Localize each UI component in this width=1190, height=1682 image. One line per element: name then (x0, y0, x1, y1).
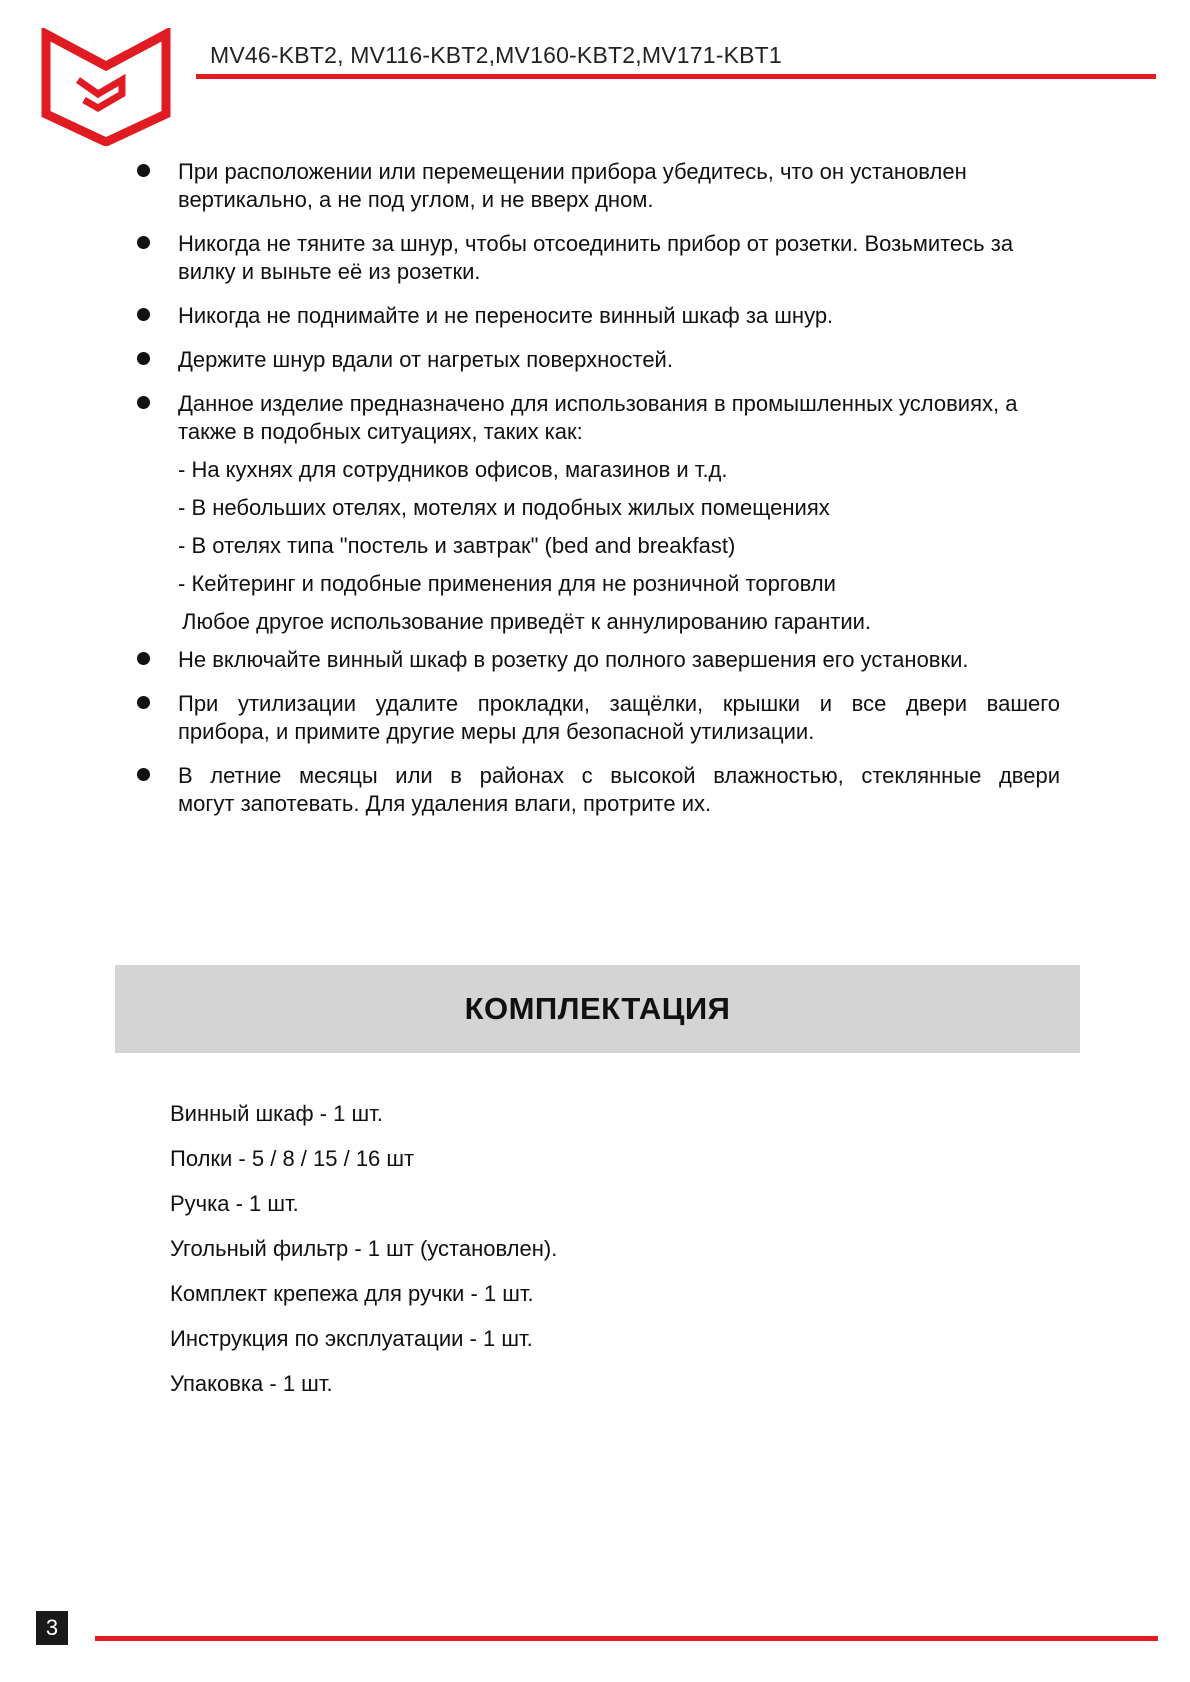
list-item: Не включайте винный шкаф в розетку до полного завершения его установки. (130, 646, 1060, 674)
bullet-icon (137, 352, 150, 365)
safety-instructions-list (130, 158, 1060, 834)
package-contents-list (170, 1100, 557, 1415)
list-item: Держите шнур вдали от нагретых поверхностей. (130, 346, 1060, 374)
section-heading-band (115, 965, 1080, 1053)
bullet-icon (137, 696, 150, 709)
header-divider (196, 74, 1156, 79)
bullet-icon (137, 236, 150, 249)
warranty-note: Любое другое использование приведёт к аннулированию гарантии. (182, 609, 872, 634)
bullet-icon (137, 164, 150, 177)
bullet-icon (137, 396, 150, 409)
bullet-icon (137, 652, 150, 665)
section-title: КОМПЛЕКТАЦИЯ (464, 991, 731, 1026)
document-header-models: MV46-KBT2, MV116-KBT2,MV160-KBT2,MV171-KBT1 (210, 42, 782, 68)
usage-sub-item: - На кухнях для сотрудников офисов, магазинов и т.д. (178, 457, 728, 482)
list-item: В летние месяцы или в районах с высокой влажностью, стеклянные двери могут запотевать. Для удаления влаги, протрите их. (130, 762, 1060, 818)
usage-sub-item: - В отелях типа "постель и завтрак" (bed and breakfast) (178, 533, 736, 558)
list-item: Ручка - 1 шт. (170, 1191, 299, 1216)
list-item: Полки - 5 / 8 / 15 / 16 шт (170, 1146, 415, 1171)
list-item: Угольный фильтр - 1 шт (установлен). (170, 1236, 558, 1261)
usage-sub-item: - Кейтеринг и подобные применения для не розничной торговли (178, 571, 836, 596)
list-item: Винный шкаф - 1 шт. (170, 1101, 383, 1126)
usage-sub-item: - В небольших отелях, мотелях и подобных жилых помещениях (178, 495, 830, 520)
list-item: Инструкция по эксплуатации - 1 шт. (170, 1326, 533, 1351)
list-item: Упаковка - 1 шт. (170, 1371, 333, 1396)
list-item: Никогда не поднимайте и не переносите винный шкаф за шнур. (130, 302, 1060, 330)
list-item: При расположении или перемещении прибора убедитесь, что он установлен вертикально, а не под углом, и не вверх дном. (130, 158, 1060, 214)
footer-divider (95, 1636, 1158, 1641)
bullet-icon (137, 768, 150, 781)
list-item: Никогда не тяните за шнур, чтобы отсоединить прибор от розетки. Возьмитесь за вилку и выньте её из розетки. (130, 230, 1060, 286)
page-number: 3 (36, 1611, 68, 1645)
list-item: Данное изделие предназначено для использования в промышленных условиях, а также в подобных ситуациях, таких как: (130, 390, 1060, 446)
brand-logo-icon (40, 28, 172, 146)
list-item: Комплект крепежа для ручки - 1 шт. (170, 1281, 534, 1306)
bullet-icon (137, 308, 150, 321)
list-item: При утилизации удалите прокладки, защёлки, крышки и все двери вашего прибора, и примите другие меры для безопасной утилизации. (130, 690, 1060, 746)
